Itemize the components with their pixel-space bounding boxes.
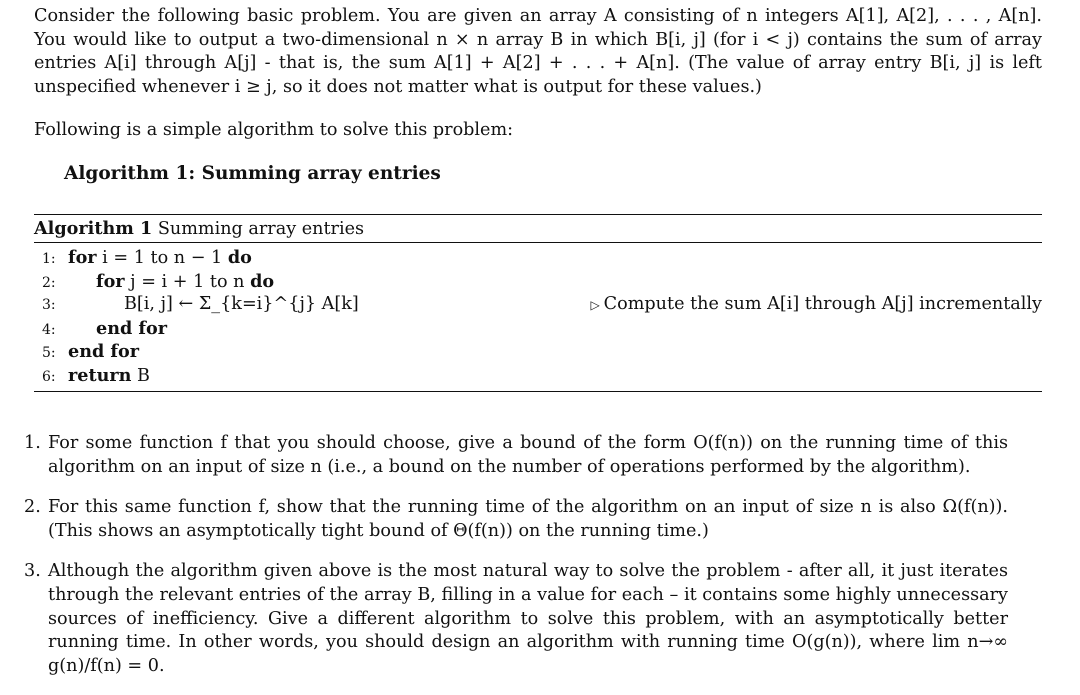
question-item: [16, 496, 1008, 543]
keyword-end-for: end for: [96, 317, 167, 339]
algorithm-comment: [590, 293, 1042, 318]
algorithm-line-3: [34, 293, 1042, 317]
question-text: For this same function f, show that the running time of the algorithm on an input of size n is also Ω(f(n)). (This shows an asymptotically tight bound of Θ(f(n)) on the running time.): [48, 497, 1008, 541]
algorithm-line-4: [34, 317, 1042, 341]
document-page: [34, 4, 1042, 386]
line-number: 1:: [42, 251, 56, 267]
question-text: Although the algorithm given above is the most natural way to solve the problem - after all, it just iterates through the relevant entries of the array B, filling in a value for each – it contains some highly unnecessary sources of inefficiency. Give a different algorithm to solve this problem, with an asymptotically better running time. In other words, you should design an algorithm with running time O(g(n)), where lim n→∞ g(n)/f(n) = 0.: [48, 561, 1008, 676]
comment-text: Compute the sum A[i] through A[j] incrementally: [603, 294, 1042, 315]
algorithm-line-1: [34, 246, 1042, 270]
algorithm-bottom-rule: [34, 391, 1042, 392]
algorithm-lines: [34, 243, 1042, 391]
question-number: 1.: [24, 433, 41, 453]
question-text: For some function f that you should choose, give a bound of the form O(f(n)) on the running time of this algorithm on an input of size n (i.e., a bound on the number of operations performed by the algorithm).: [48, 433, 1008, 477]
question-number: 2.: [24, 497, 41, 518]
line-text: B[i, j] ← Σ_{k=i}^{j} A[k]: [124, 294, 359, 315]
line-text: j = i + 1 to n: [130, 271, 245, 292]
lead-paragraph: Following is a simple algorithm to solve this problem:: [34, 120, 514, 141]
algorithm-name: Summing array entries: [157, 219, 365, 239]
intro-paragraph: Consider the following basic problem. You are given an array A consisting of n integers A[1], A[2], . . . , A[n]. You would like to output a two-dimensional n × n array B in which B[i, j] (for i < j) contains the sum of array entries A[i] through A[j] - that is, the sum A[1] + A[2] + . . . + A[n]. (The value of array entry B[i, j] is left unspecified whenever i ≥ j, so it does not matter what is output for these values.): [34, 6, 1042, 97]
algorithm-label: Algorithm 1: [34, 218, 153, 239]
algorithm-caption: Algorithm 1: Summing array entries: [64, 162, 441, 184]
line-number: 4:: [42, 321, 56, 338]
line-number: 3:: [42, 297, 56, 314]
keyword-do: do: [227, 247, 252, 268]
keyword-for: for: [96, 270, 125, 292]
keyword-return: return: [68, 364, 132, 386]
line-number: 2:: [42, 274, 56, 291]
keyword-for: for: [68, 247, 97, 268]
algorithm-line-2: [34, 270, 1042, 294]
question-number: 3.: [24, 561, 41, 582]
line-number: 6:: [42, 368, 56, 385]
algorithm-box: [34, 214, 1042, 392]
line-text: B: [137, 365, 150, 386]
question-item: [16, 432, 1008, 479]
triangle-right-icon: ▷: [590, 298, 600, 313]
algorithm-line-5: [34, 340, 1042, 364]
keyword-do: do: [250, 270, 275, 292]
keyword-end-for: end for: [68, 341, 139, 363]
line-number: 5:: [42, 345, 56, 362]
algorithm-title: [34, 215, 1042, 242]
question-list: [16, 432, 1008, 695]
algorithm-line-6: [34, 364, 1042, 388]
question-item: [16, 560, 1008, 678]
line-text: i = 1 to n − 1: [102, 248, 223, 268]
